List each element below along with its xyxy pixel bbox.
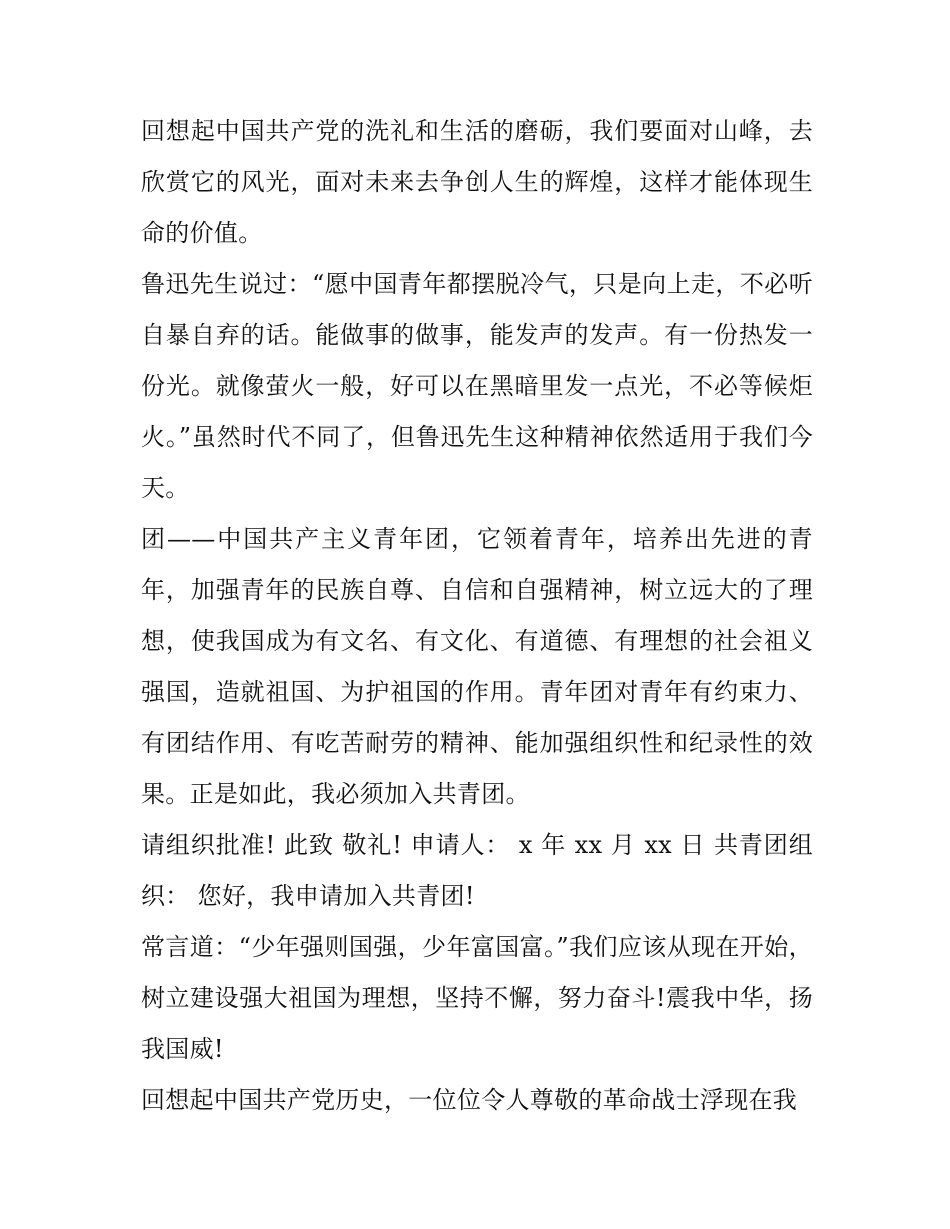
paragraph: 回想起中国共产党的洗礼和生活的磨砺，我们要面对山峰，去欣赏它的风光，面对未来去争创人生的辉煌，这样才能体现生命的价值。 [141, 117, 813, 247]
paragraph: 请组织批准! 此致 敬礼! 申请人： x 年 xx 月 xx 日 共青团组织： 您好，我申请加入共青团! [141, 831, 813, 910]
paragraph: 常言道：“少年强则国强，少年富国富。”我们应该从现在开始，树立建设强大祖国为理想，坚持不懈，努力奋斗!震我中华，扬我国威! [141, 933, 813, 1063]
paragraph: 团——中国共产主义青年团，它领着青年，培养出先进的青年，加强青年的民族自尊、自信和自强精神，树立远大的了理想，使我国成为有文名、有文化、有道德、有理想的社会祖义强国，造就祖国、为护祖国的作用。青年团对青年有约束力、有团结作用、有吃苦耐劳的精神、能加强组织性和纪录性的效果。正是如此，我必须加入共青团。 [141, 525, 813, 808]
paragraph: 鲁迅先生说过：“愿中国青年都摆脱冷气，只是向上走，不必听自暴自弃的话。能做事的做事，能发声的发声。有一份热发一份光。就像萤火一般，好可以在黑暗里发一点光，不必等候炬火。”虽然时代不同了，但鲁迅先生这种精神依然适用于我们今天。 [141, 270, 813, 502]
document-body [141, 106, 813, 1126]
paragraph: 回想起中国共产党历史，一位位令人尊敬的革命战士浮现在我 [141, 1086, 798, 1114]
